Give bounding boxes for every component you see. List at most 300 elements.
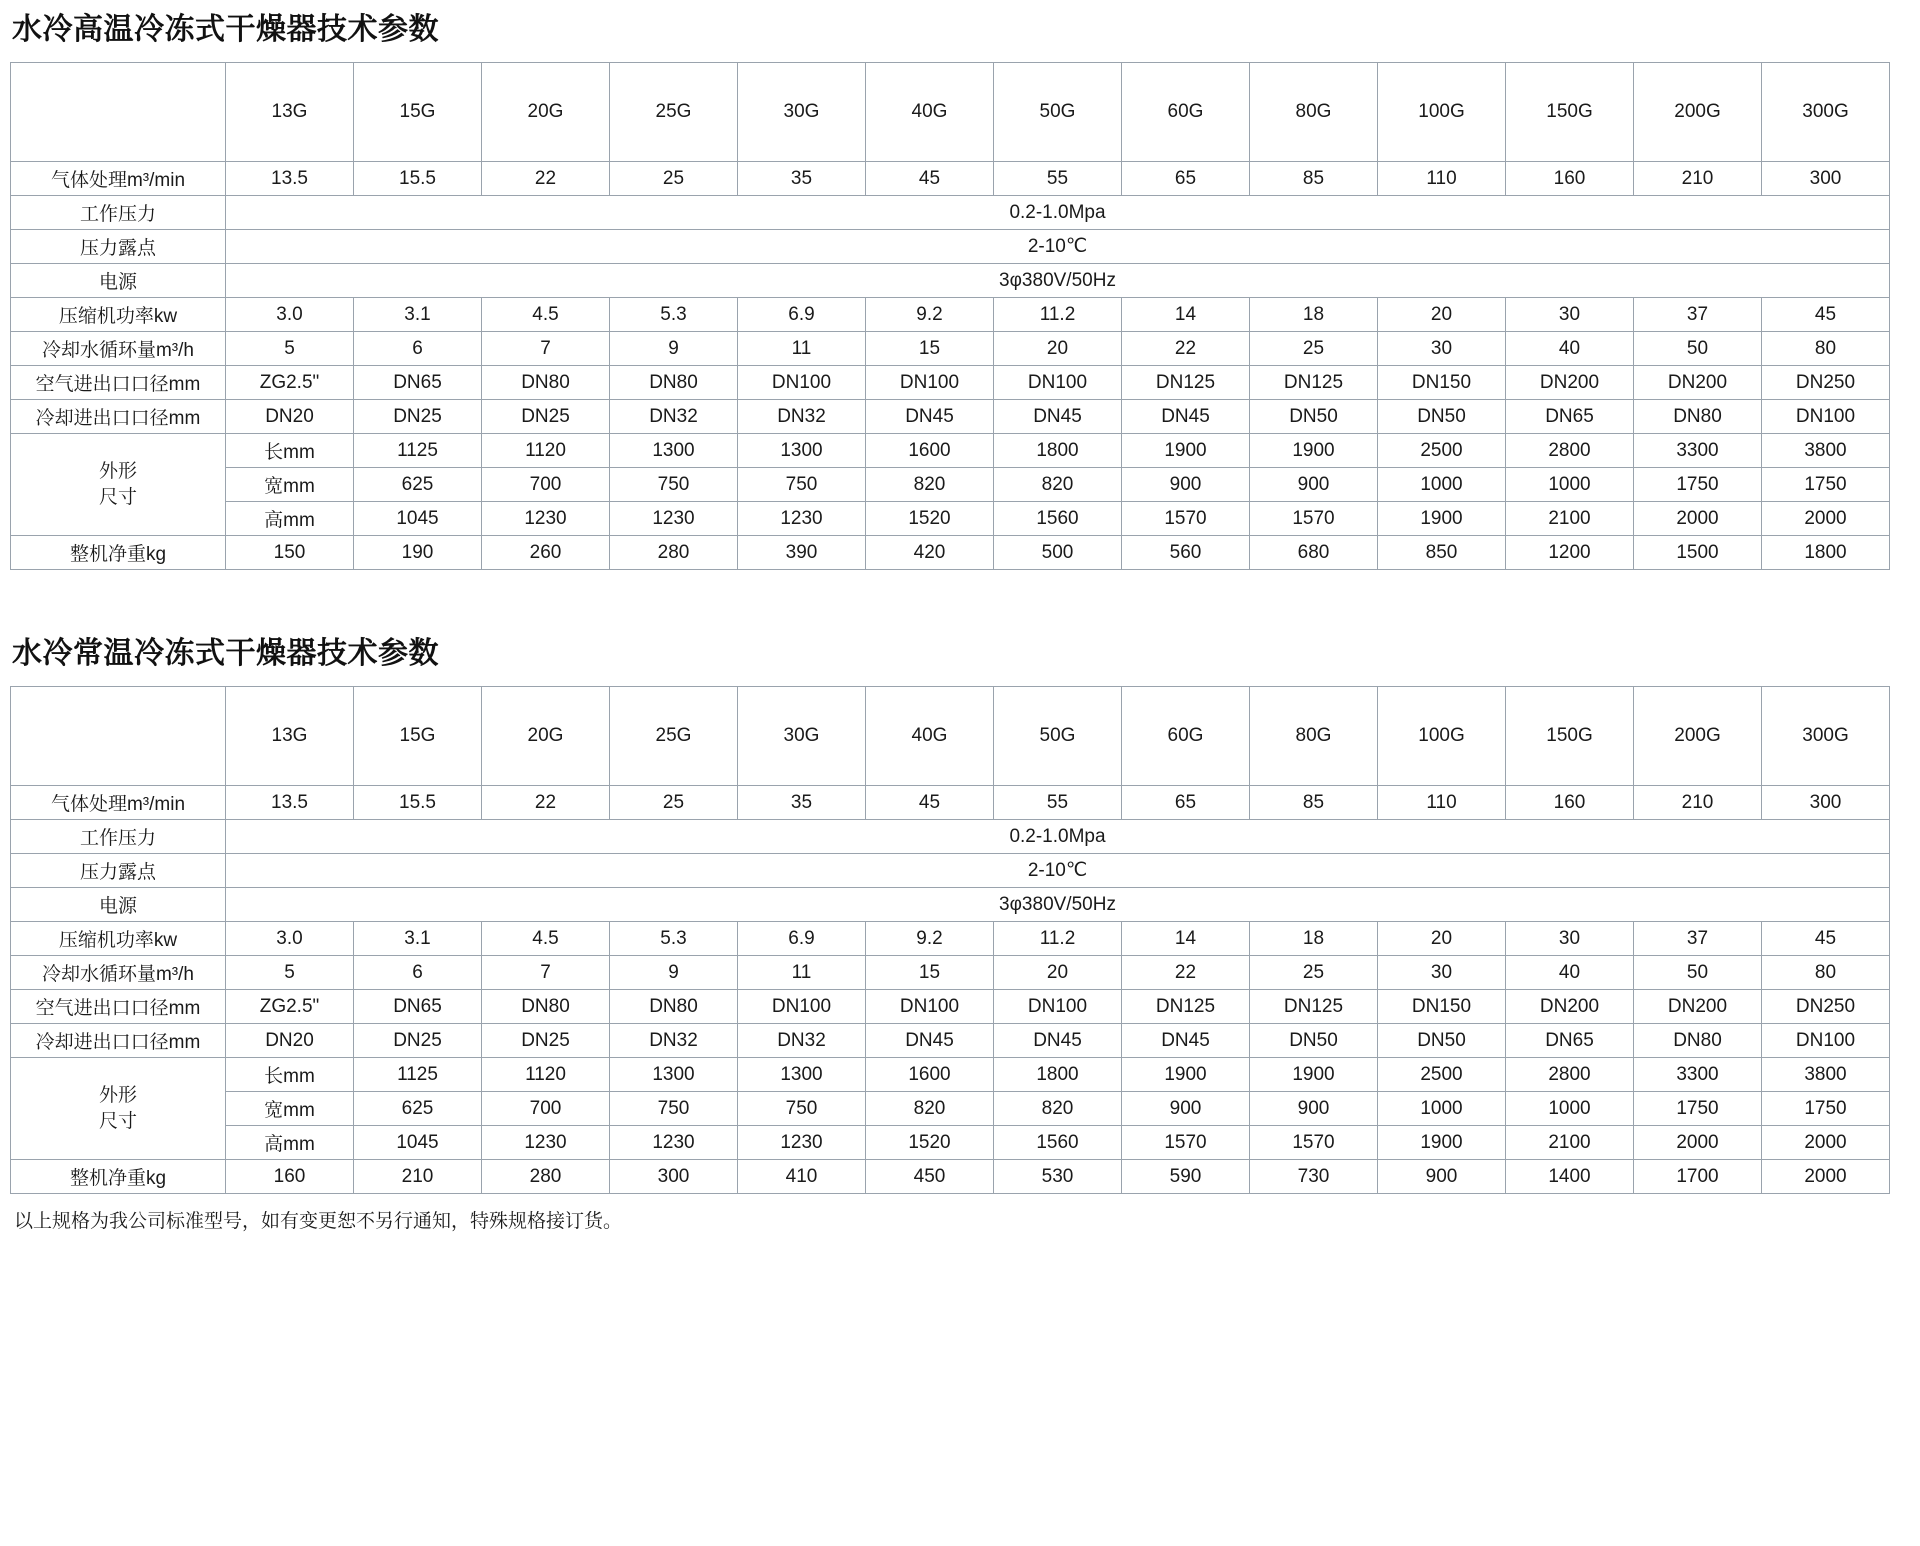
data-cell: 85 — [1250, 786, 1378, 820]
data-cell: 18 — [1250, 298, 1378, 332]
data-cell: 9.2 — [866, 298, 994, 332]
table-row — [11, 332, 1890, 366]
data-cell: 4.5 — [482, 298, 610, 332]
data-cell: 700 — [482, 468, 610, 502]
data-cell: DN125 — [1250, 366, 1378, 400]
row-label: 整机净重kg — [11, 1160, 226, 1194]
data-cell: 5 — [226, 332, 354, 366]
data-cell: 210 — [1634, 786, 1762, 820]
data-cell: 2100 — [1506, 502, 1634, 536]
data-cell: 1800 — [994, 434, 1122, 468]
data-cell: 1750 — [1762, 1092, 1890, 1126]
model-header-cell: 300G — [1762, 687, 1890, 786]
data-cell: 500 — [994, 536, 1122, 570]
row-label: 宽mm — [226, 468, 354, 502]
data-cell: 37 — [1634, 298, 1762, 332]
data-cell: 1230 — [738, 1126, 866, 1160]
data-cell: DN125 — [1250, 990, 1378, 1024]
data-cell: 730 — [1250, 1160, 1378, 1194]
model-header-cell: 20G — [482, 687, 610, 786]
data-cell: 700 — [482, 1092, 610, 1126]
data-cell-merged: 0.2-1.0Mpa — [226, 196, 1890, 230]
table-row — [11, 1092, 1890, 1126]
data-cell: DN25 — [354, 1024, 482, 1058]
table-row — [11, 298, 1890, 332]
data-cell: 210 — [354, 1160, 482, 1194]
data-cell: 1000 — [1506, 1092, 1634, 1126]
data-cell: 850 — [1378, 536, 1506, 570]
data-cell: 1230 — [482, 502, 610, 536]
table-row — [11, 502, 1890, 536]
header-spec-label: 规格 — [171, 701, 211, 723]
data-cell-merged: 0.2-1.0Mpa — [226, 820, 1890, 854]
data-cell: 9.2 — [866, 922, 994, 956]
data-cell: DN45 — [866, 400, 994, 434]
data-cell: DN65 — [1506, 400, 1634, 434]
data-cell: 150 — [226, 536, 354, 570]
data-cell: DN50 — [1250, 1024, 1378, 1058]
data-cell: DN100 — [1762, 400, 1890, 434]
data-cell: 900 — [1122, 468, 1250, 502]
data-cell: 1500 — [1634, 536, 1762, 570]
model-header-cell: 25G — [610, 63, 738, 162]
data-cell: 14 — [1122, 922, 1250, 956]
data-cell: 820 — [994, 468, 1122, 502]
data-cell: 18 — [1250, 922, 1378, 956]
data-cell: 55 — [994, 786, 1122, 820]
data-cell: 45 — [866, 786, 994, 820]
row-label: 冷却水循环量m³/h — [11, 956, 226, 990]
data-cell: 1570 — [1250, 1126, 1378, 1160]
table-row — [11, 264, 1890, 298]
data-cell: DN100 — [1762, 1024, 1890, 1058]
data-cell: 3300 — [1634, 1058, 1762, 1092]
data-cell: 2000 — [1634, 502, 1762, 536]
data-cell: 420 — [866, 536, 994, 570]
data-cell: DN250 — [1762, 366, 1890, 400]
data-cell: 15.5 — [354, 162, 482, 196]
model-header-cell: 60G — [1122, 63, 1250, 162]
data-cell: 40 — [1506, 956, 1634, 990]
data-cell: 5.3 — [610, 922, 738, 956]
row-label: 高mm — [226, 502, 354, 536]
header-corner-cell — [11, 63, 226, 162]
data-cell: 1120 — [482, 1058, 610, 1092]
data-cell: 900 — [1250, 468, 1378, 502]
data-cell: 1230 — [482, 1126, 610, 1160]
data-cell: 35 — [738, 786, 866, 820]
model-header-cell: 13G — [226, 687, 354, 786]
model-header-cell: 15G — [354, 63, 482, 162]
data-cell: 1600 — [866, 434, 994, 468]
data-cell: DN100 — [994, 990, 1122, 1024]
model-header-cell: 20G — [482, 63, 610, 162]
data-cell: 6 — [354, 956, 482, 990]
data-cell: DN65 — [354, 990, 482, 1024]
data-cell: 1800 — [994, 1058, 1122, 1092]
data-cell: 1900 — [1250, 1058, 1378, 1092]
data-cell: 1400 — [1506, 1160, 1634, 1194]
table-row — [11, 990, 1890, 1024]
row-label: 整机净重kg — [11, 536, 226, 570]
data-cell: DN80 — [610, 990, 738, 1024]
data-cell: 160 — [1506, 162, 1634, 196]
page-title-2: 水冷常温冷冻式干燥器技术参数 — [12, 637, 439, 670]
data-cell: 300 — [610, 1160, 738, 1194]
data-cell: 2000 — [1762, 1160, 1890, 1194]
row-label: 空气进出口口径mm — [11, 990, 226, 1024]
data-cell: 750 — [738, 1092, 866, 1126]
page-title-1: 水冷高温冷冻式干燥器技术参数 — [12, 13, 439, 46]
data-cell: 410 — [738, 1160, 866, 1194]
data-cell: 22 — [1122, 956, 1250, 990]
model-header-cell: 30G — [738, 63, 866, 162]
footnote-text: 以上规格为我公司标准型号，如有变更恕不另行通知，特殊规格接订货。 — [14, 1211, 623, 1232]
table-row — [11, 468, 1890, 502]
data-cell: 6 — [354, 332, 482, 366]
data-cell: DN32 — [738, 1024, 866, 1058]
data-cell: 1300 — [610, 434, 738, 468]
data-cell: 1230 — [738, 502, 866, 536]
model-header-cell: 80G — [1250, 687, 1378, 786]
data-cell: 45 — [866, 162, 994, 196]
model-header-cell: 150G — [1506, 63, 1634, 162]
table-row — [11, 854, 1890, 888]
data-cell: 3300 — [1634, 434, 1762, 468]
data-cell: DN32 — [610, 1024, 738, 1058]
data-cell: 30 — [1506, 922, 1634, 956]
dimension-group-label-line2: 尺寸 — [98, 1110, 137, 1132]
data-cell: DN150 — [1378, 366, 1506, 400]
data-cell: 20 — [1378, 298, 1506, 332]
data-cell-merged: 3φ380V/50Hz — [226, 888, 1890, 922]
data-cell: 1045 — [354, 502, 482, 536]
data-cell: 80 — [1762, 332, 1890, 366]
data-cell: 5.3 — [610, 298, 738, 332]
table-row — [11, 1160, 1890, 1194]
data-cell: 160 — [226, 1160, 354, 1194]
data-cell: DN20 — [226, 1024, 354, 1058]
table-row — [11, 162, 1890, 196]
table-row — [11, 230, 1890, 264]
table-row — [11, 956, 1890, 990]
data-cell: 1750 — [1762, 468, 1890, 502]
data-cell: 13.5 — [226, 162, 354, 196]
data-cell: 50 — [1634, 956, 1762, 990]
model-header-cell: 25G — [610, 687, 738, 786]
dimension-group-label — [11, 1058, 226, 1160]
data-cell: DN200 — [1506, 366, 1634, 400]
data-cell: 45 — [1762, 298, 1890, 332]
model-header-cell: 40G — [866, 687, 994, 786]
data-cell: 750 — [610, 468, 738, 502]
data-cell: 900 — [1122, 1092, 1250, 1126]
data-cell: 25 — [1250, 956, 1378, 990]
data-cell: 5 — [226, 956, 354, 990]
data-cell: 9 — [610, 332, 738, 366]
row-label: 电源 — [11, 888, 226, 922]
data-cell: DN50 — [1250, 400, 1378, 434]
data-cell: 2000 — [1634, 1126, 1762, 1160]
row-label: 气体处理m³/min — [11, 786, 226, 820]
data-cell: 80 — [1762, 956, 1890, 990]
row-label: 宽mm — [226, 1092, 354, 1126]
data-cell: 30 — [1378, 956, 1506, 990]
data-cell: ZG2.5" — [226, 366, 354, 400]
table-row — [11, 1058, 1890, 1092]
data-cell: 25 — [1250, 332, 1378, 366]
data-cell: 2800 — [1506, 434, 1634, 468]
data-cell: 15 — [866, 332, 994, 366]
data-cell: 625 — [354, 468, 482, 502]
table-row — [11, 922, 1890, 956]
header-corner-cell — [11, 687, 226, 786]
row-label: 冷却水循环量m³/h — [11, 332, 226, 366]
header-item-label: 项目 — [33, 130, 73, 152]
data-cell: 20 — [1378, 922, 1506, 956]
data-cell: 85 — [1250, 162, 1378, 196]
row-label: 冷却进出口口径mm — [11, 1024, 226, 1058]
data-cell: 30 — [1378, 332, 1506, 366]
data-cell: 2800 — [1506, 1058, 1634, 1092]
data-cell: 15.5 — [354, 786, 482, 820]
data-cell: 3800 — [1762, 434, 1890, 468]
model-header-cell: 150G — [1506, 687, 1634, 786]
data-cell: 590 — [1122, 1160, 1250, 1194]
data-cell: 25 — [610, 786, 738, 820]
table-row — [11, 1024, 1890, 1058]
data-cell: DN45 — [1122, 1024, 1250, 1058]
data-cell: DN25 — [354, 400, 482, 434]
data-cell: 1750 — [1634, 1092, 1762, 1126]
row-label: 压缩机功率kw — [11, 922, 226, 956]
data-cell: 1570 — [1122, 1126, 1250, 1160]
data-cell: DN32 — [738, 400, 866, 434]
data-cell: 6.9 — [738, 922, 866, 956]
row-label: 冷却进出口口径mm — [11, 400, 226, 434]
data-cell: DN65 — [1506, 1024, 1634, 1058]
data-cell: 900 — [1250, 1092, 1378, 1126]
data-cell: DN80 — [1634, 400, 1762, 434]
data-cell: 1600 — [866, 1058, 994, 1092]
data-cell: 37 — [1634, 922, 1762, 956]
data-cell-merged: 3φ380V/50Hz — [226, 264, 1890, 298]
data-cell: 1570 — [1122, 502, 1250, 536]
data-cell: DN65 — [354, 366, 482, 400]
data-cell: DN25 — [482, 400, 610, 434]
data-cell: 1900 — [1122, 1058, 1250, 1092]
table-row — [11, 888, 1890, 922]
data-cell: DN80 — [482, 990, 610, 1024]
data-cell: 450 — [866, 1160, 994, 1194]
data-cell: 35 — [738, 162, 866, 196]
data-cell: 1750 — [1634, 468, 1762, 502]
table-row — [11, 400, 1890, 434]
data-cell: 20 — [994, 332, 1122, 366]
data-cell: 11 — [738, 332, 866, 366]
data-cell: 1560 — [994, 1126, 1122, 1160]
model-header-cell: 100G — [1378, 687, 1506, 786]
data-cell: DN100 — [866, 366, 994, 400]
data-cell: 750 — [610, 1092, 738, 1126]
data-cell: DN45 — [866, 1024, 994, 1058]
row-label: 工作压力 — [11, 196, 226, 230]
model-header-cell: 80G — [1250, 63, 1378, 162]
table-row — [11, 786, 1890, 820]
data-cell: 1560 — [994, 502, 1122, 536]
data-cell: 1800 — [1762, 536, 1890, 570]
row-label: 长mm — [226, 1058, 354, 1092]
data-cell: 55 — [994, 162, 1122, 196]
data-cell: 1120 — [482, 434, 610, 468]
data-cell: 2500 — [1378, 1058, 1506, 1092]
data-cell: DN45 — [994, 1024, 1122, 1058]
row-label: 高mm — [226, 1126, 354, 1160]
spec-table-normal-temp — [10, 686, 1890, 1194]
data-cell: 300 — [1762, 786, 1890, 820]
data-cell: ZG2.5" — [226, 990, 354, 1024]
data-cell: 22 — [482, 162, 610, 196]
data-cell-merged: 2-10℃ — [226, 230, 1890, 264]
table-row — [11, 366, 1890, 400]
data-cell: 1900 — [1378, 1126, 1506, 1160]
table-header-row — [11, 687, 1890, 786]
data-cell: DN80 — [610, 366, 738, 400]
data-cell: DN250 — [1762, 990, 1890, 1024]
data-cell: 20 — [994, 956, 1122, 990]
data-cell: 2100 — [1506, 1126, 1634, 1160]
model-header-cell: 15G — [354, 687, 482, 786]
dimension-group-label-line1: 外形 — [98, 460, 137, 482]
dimension-group-label-line2: 尺寸 — [98, 486, 137, 508]
row-label: 电源 — [11, 264, 226, 298]
model-header-cell: 200G — [1634, 63, 1762, 162]
data-cell: 560 — [1122, 536, 1250, 570]
row-label: 气体处理m³/min — [11, 162, 226, 196]
data-cell: 6.9 — [738, 298, 866, 332]
data-cell: 900 — [1378, 1160, 1506, 1194]
data-cell: 1300 — [610, 1058, 738, 1092]
data-cell: 3.0 — [226, 922, 354, 956]
data-cell: DN125 — [1122, 990, 1250, 1024]
header-item-label: 项目 — [33, 754, 73, 776]
row-label: 工作压力 — [11, 820, 226, 854]
data-cell: 530 — [994, 1160, 1122, 1194]
data-cell: 680 — [1250, 536, 1378, 570]
data-cell: DN200 — [1634, 366, 1762, 400]
data-cell: 1900 — [1378, 502, 1506, 536]
model-header-cell: 50G — [994, 687, 1122, 786]
data-cell: 1125 — [354, 434, 482, 468]
data-cell: 750 — [738, 468, 866, 502]
data-cell: 1700 — [1634, 1160, 1762, 1194]
data-cell: 625 — [354, 1092, 482, 1126]
spec-table-high-temp — [10, 62, 1890, 570]
data-cell: 160 — [1506, 786, 1634, 820]
data-cell: 13.5 — [226, 786, 354, 820]
data-cell: DN100 — [738, 366, 866, 400]
data-cell: 2000 — [1762, 502, 1890, 536]
data-cell: 9 — [610, 956, 738, 990]
data-cell: 11 — [738, 956, 866, 990]
data-cell: 260 — [482, 536, 610, 570]
row-label: 空气进出口口径mm — [11, 366, 226, 400]
model-header-cell: 100G — [1378, 63, 1506, 162]
data-cell: 65 — [1122, 162, 1250, 196]
row-label: 压力露点 — [11, 854, 226, 888]
data-cell: 3.1 — [354, 298, 482, 332]
data-cell: 820 — [866, 468, 994, 502]
data-cell: 110 — [1378, 162, 1506, 196]
data-cell: 820 — [866, 1092, 994, 1126]
data-cell: 40 — [1506, 332, 1634, 366]
data-cell: 1900 — [1122, 434, 1250, 468]
data-cell: DN50 — [1378, 400, 1506, 434]
data-cell: DN45 — [1122, 400, 1250, 434]
data-cell: DN80 — [1634, 1024, 1762, 1058]
data-cell: 1045 — [354, 1126, 482, 1160]
data-cell: DN50 — [1378, 1024, 1506, 1058]
data-cell: 22 — [1122, 332, 1250, 366]
data-cell: 3.1 — [354, 922, 482, 956]
data-cell: 1000 — [1378, 468, 1506, 502]
data-cell: 11.2 — [994, 298, 1122, 332]
data-cell: 300 — [1762, 162, 1890, 196]
data-cell: 1300 — [738, 1058, 866, 1092]
data-cell: 11.2 — [994, 922, 1122, 956]
table-header-row — [11, 63, 1890, 162]
data-cell: DN100 — [994, 366, 1122, 400]
data-cell: 190 — [354, 536, 482, 570]
data-cell: 1520 — [866, 502, 994, 536]
model-header-cell: 40G — [866, 63, 994, 162]
data-cell: DN20 — [226, 400, 354, 434]
data-cell: DN200 — [1506, 990, 1634, 1024]
data-cell: 1570 — [1250, 502, 1378, 536]
data-cell: DN45 — [994, 400, 1122, 434]
data-cell: DN25 — [482, 1024, 610, 1058]
data-cell: 1200 — [1506, 536, 1634, 570]
model-header-cell: 13G — [226, 63, 354, 162]
data-cell: DN150 — [1378, 990, 1506, 1024]
data-cell: 7 — [482, 956, 610, 990]
data-cell: 1000 — [1506, 468, 1634, 502]
data-cell: 3800 — [1762, 1058, 1890, 1092]
data-cell: 15 — [866, 956, 994, 990]
data-cell: 2500 — [1378, 434, 1506, 468]
data-cell: 110 — [1378, 786, 1506, 820]
data-cell: 1300 — [738, 434, 866, 468]
data-cell: 2000 — [1762, 1126, 1890, 1160]
data-cell: 3.0 — [226, 298, 354, 332]
data-cell: 14 — [1122, 298, 1250, 332]
data-cell: 25 — [610, 162, 738, 196]
data-cell: 390 — [738, 536, 866, 570]
data-cell: DN100 — [738, 990, 866, 1024]
data-cell: 30 — [1506, 298, 1634, 332]
table-row — [11, 536, 1890, 570]
data-cell: DN100 — [866, 990, 994, 1024]
data-cell: DN80 — [482, 366, 610, 400]
table-row — [11, 434, 1890, 468]
row-label: 压力露点 — [11, 230, 226, 264]
model-header-cell: 30G — [738, 687, 866, 786]
data-cell: DN32 — [610, 400, 738, 434]
data-cell: 1125 — [354, 1058, 482, 1092]
data-cell: 1000 — [1378, 1092, 1506, 1126]
data-cell: 820 — [994, 1092, 1122, 1126]
table-row — [11, 1126, 1890, 1160]
